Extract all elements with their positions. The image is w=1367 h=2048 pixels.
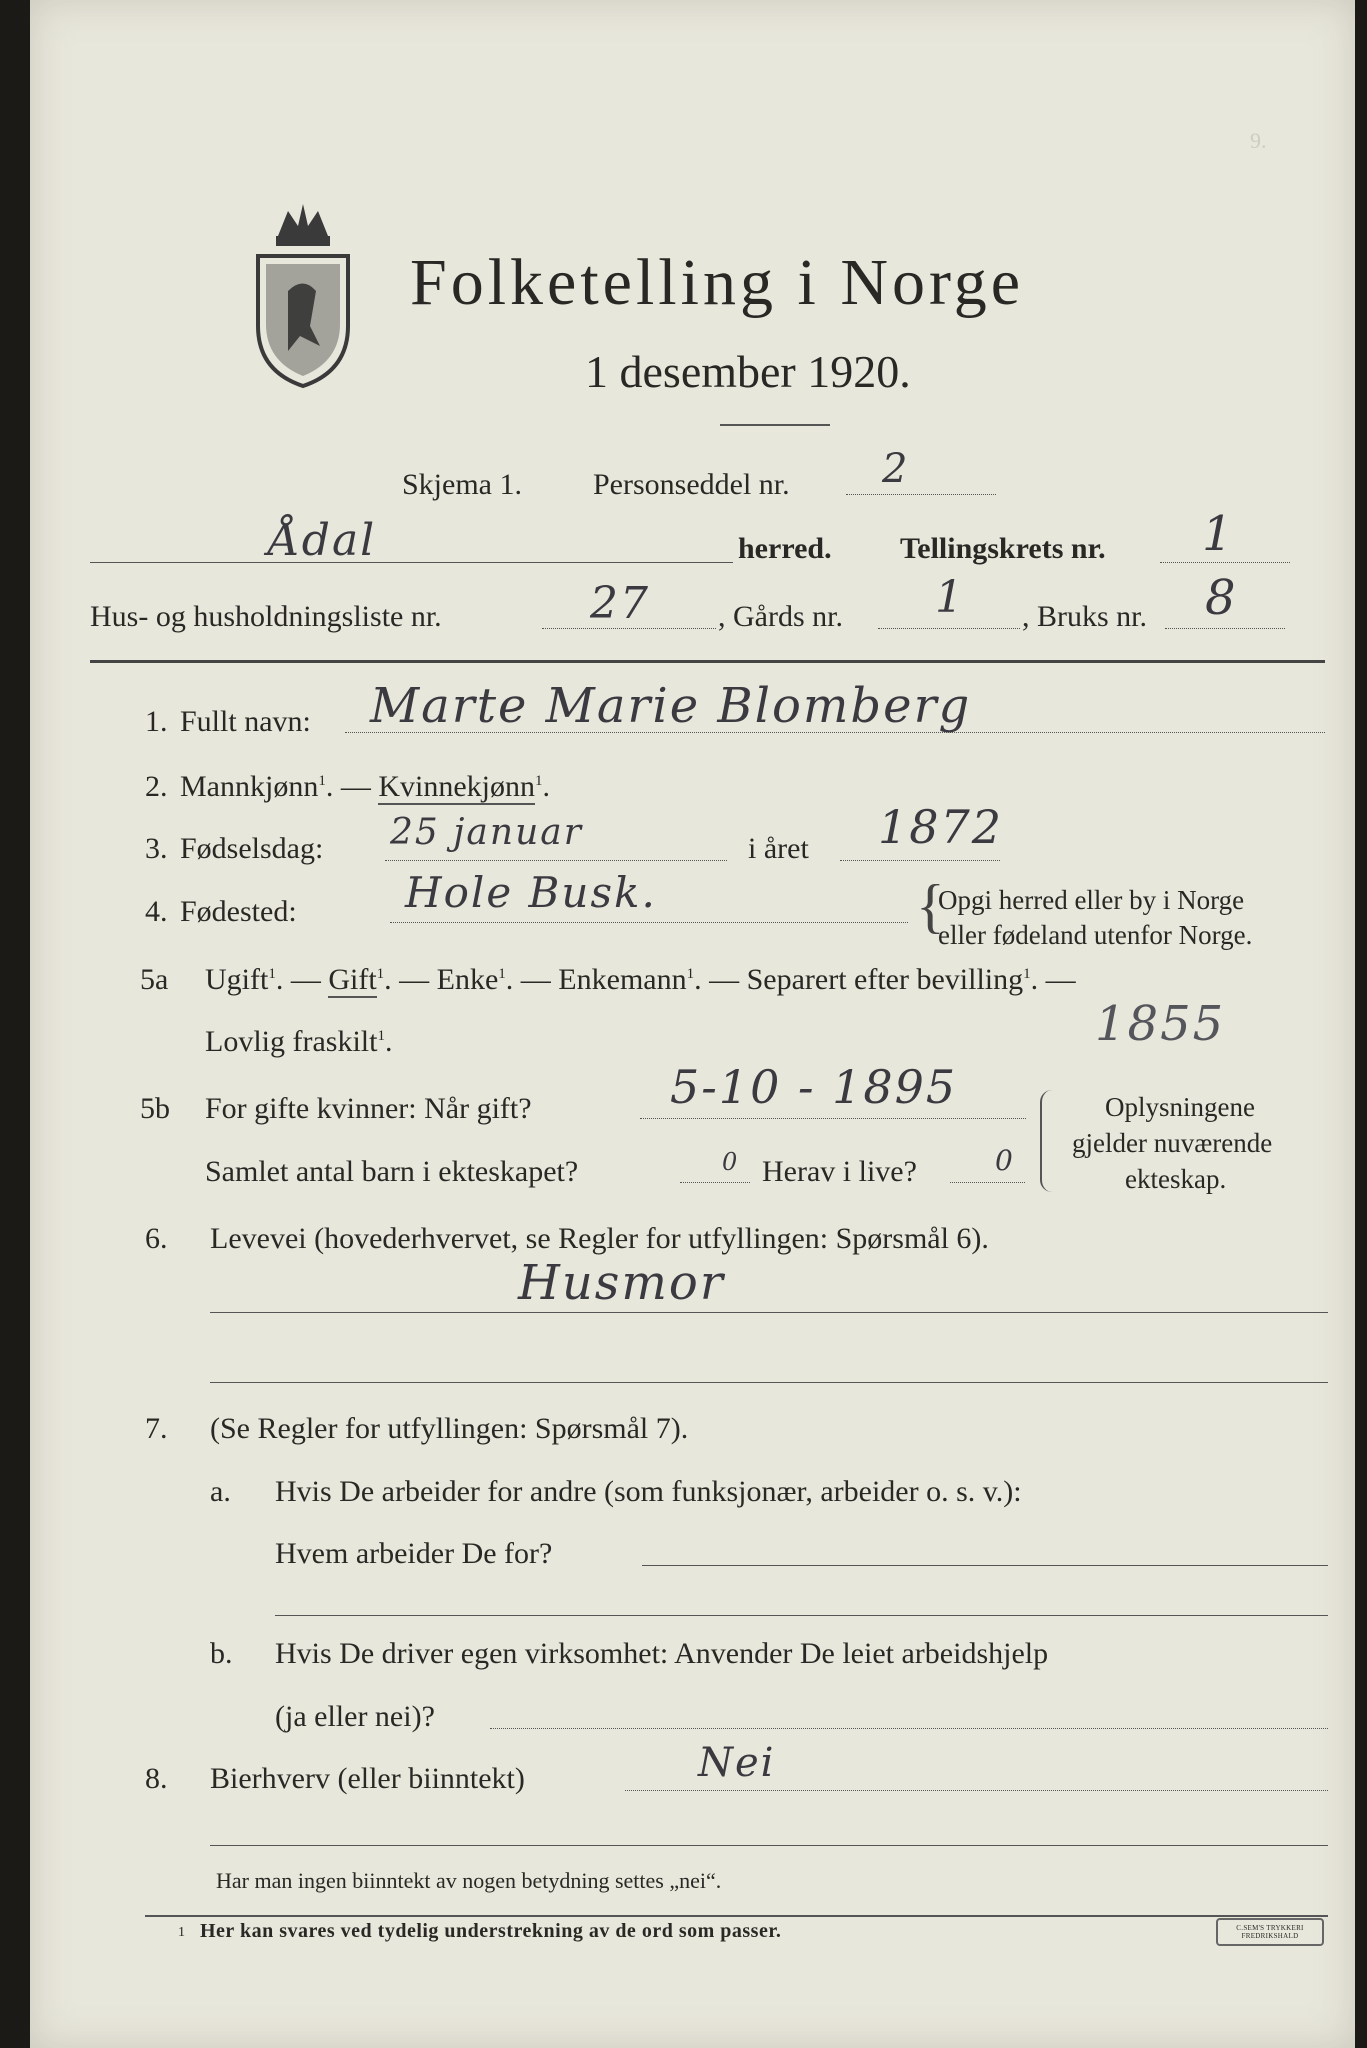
- q8-field-line: [625, 1790, 1328, 1791]
- q4-note-brace: {: [916, 873, 945, 939]
- q7a-field-line-1: [642, 1565, 1328, 1566]
- q2-text: Mannkjønn$^1$. — Kvinnekjønn$^1$.: [180, 770, 550, 803]
- q5b-note-line2: gjelder nuværende: [1072, 1128, 1273, 1158]
- q7a-question: Hvem arbeider De for?: [275, 1537, 553, 1570]
- printer-stamp: [1216, 1918, 1324, 1946]
- q4-value-birthplace[interactable]: Hole Busk.: [405, 868, 657, 917]
- q1-number: 1.: [145, 705, 168, 738]
- q8-label: Bierhverv (eller biinntekt): [210, 1762, 525, 1795]
- q8-value[interactable]: Nei: [698, 1740, 776, 1786]
- bleed-through-text: 9.: [1250, 128, 1267, 153]
- q3-number: 3.: [145, 832, 168, 865]
- q4-number: 4.: [145, 895, 168, 928]
- q2-kvinne-option[interactable]: Kvinnekjønn: [378, 770, 535, 803]
- q2-mann-option[interactable]: Mannkjønn: [180, 770, 319, 803]
- personseddel-value[interactable]: 2: [882, 446, 910, 492]
- footnote: Her kan svares ved tydelig understrekning av de ord som passer.: [200, 1920, 782, 1942]
- q7b-field-line: [490, 1728, 1328, 1729]
- q5b-live-value[interactable]: 0: [995, 1144, 1015, 1177]
- q3-year-field-line: [840, 860, 1000, 861]
- form-title: Folketelling i Norge: [410, 246, 1025, 319]
- q5a-enkemann-option[interactable]: Enkemann: [558, 963, 687, 996]
- printer-stamp-text: C.SEM'S TRYKKERI FREDRIKSHALD: [1236, 1924, 1304, 1940]
- gards-value[interactable]: 1: [935, 572, 965, 623]
- q6-field-line-2: [210, 1382, 1328, 1383]
- footer-note: Har man ingen biinntekt av nogen betydning settes „nei“.: [216, 1868, 722, 1893]
- q5b-note-line3: ekteskap.: [1125, 1164, 1227, 1194]
- tellingskrets-field-line: [1160, 562, 1290, 563]
- q4-note-line2: eller fødeland utenfor Norge.: [938, 920, 1253, 950]
- q5b-field-line: [640, 1118, 1026, 1119]
- personseddel-field-line: [846, 494, 996, 495]
- q5a-enke-option[interactable]: Enke: [436, 963, 499, 996]
- bruks-label: , Bruks nr.: [1022, 600, 1148, 633]
- q7b-question: (ja eller nei)?: [275, 1700, 435, 1733]
- q3-label: Fødselsdag:: [180, 832, 324, 865]
- q5b-number: 5b: [140, 1092, 170, 1125]
- header-divider: [90, 660, 1325, 663]
- q5b-note-line1: Oplysningene: [1105, 1092, 1255, 1122]
- q3-year-label: i året: [748, 832, 809, 865]
- herred-label: herred.: [738, 532, 832, 565]
- q5b-barn-label: Samlet antal barn i ekteskapet?: [205, 1155, 579, 1188]
- q6-number: 6.: [145, 1222, 168, 1255]
- q5a-separert-option[interactable]: Separert efter bevilling: [746, 963, 1024, 996]
- q5a-number: 5a: [140, 963, 169, 996]
- q5b-barn-field-line: [680, 1182, 750, 1183]
- q3-day-field-line: [385, 860, 727, 861]
- form-date: 1 desember 1920.: [585, 346, 911, 397]
- q6-field-line-1: [210, 1312, 1328, 1313]
- skjema-label: Skjema 1.: [402, 468, 522, 501]
- q5b-value-married-date[interactable]: 5-10 - 1895: [670, 1060, 958, 1114]
- q2-number: 2.: [145, 770, 168, 803]
- q6-label: Levevei (hovederhvervet, se Regler for utfyllingen: Spørsmål 6).: [210, 1222, 989, 1255]
- q7a-text: Hvis De arbeider for andre (som funksjonær, arbeider o. s. v.):: [275, 1475, 1022, 1508]
- q7b-text: Hvis De driver egen virksomhet: Anvender De leiet arbeidshjelp: [275, 1637, 1049, 1670]
- q7a-letter: a.: [210, 1475, 231, 1508]
- census-form-page: [30, 0, 1355, 2048]
- q5b-label: For gifte kvinner: Når gift?: [205, 1092, 532, 1125]
- q4-label: Fødested:: [180, 895, 297, 928]
- herred-value[interactable]: Ådal: [268, 515, 377, 566]
- q6-value-occupation[interactable]: Husmor: [518, 1255, 725, 1311]
- q5a-ugift-option[interactable]: Ugift: [205, 963, 269, 996]
- q4-note-line1: Opgi herred eller by i Norge: [938, 885, 1245, 915]
- tellingskrets-label: Tellingskrets nr.: [900, 532, 1106, 565]
- q3-day-value[interactable]: 25 januar: [390, 812, 583, 853]
- norwegian-coat-of-arms-icon: [248, 196, 358, 392]
- bruks-value[interactable]: 8: [1205, 570, 1238, 626]
- q3-year-value[interactable]: 1872: [878, 800, 1004, 854]
- q7-label: (Se Regler for utfyllingen: Spørsmål 7).: [210, 1412, 689, 1445]
- q5b-barn-value[interactable]: 0: [722, 1148, 740, 1176]
- gards-label: , Gårds nr.: [718, 600, 843, 633]
- q5b-live-field-line: [950, 1182, 1025, 1183]
- bruks-field-line: [1165, 628, 1285, 629]
- gards-field-line: [878, 628, 1020, 629]
- q5a-margin-note: 1855: [1095, 996, 1226, 1052]
- husliste-value[interactable]: 27: [590, 578, 650, 629]
- q5a-gift-option[interactable]: Gift: [328, 963, 377, 996]
- q8-field-line-2: [210, 1845, 1328, 1846]
- tellingskrets-value[interactable]: 1: [1202, 506, 1235, 562]
- q5a-lovlig-line: Lovlig fraskilt$^1$.: [205, 1025, 393, 1058]
- q5a-lovlig-option[interactable]: Lovlig fraskilt: [205, 1025, 378, 1058]
- footnote-mark: 1: [178, 1925, 185, 1940]
- q5b-live-label: Herav i live?: [762, 1155, 917, 1188]
- title-divider: [720, 424, 830, 426]
- q1-value-full-name[interactable]: Marte Marie Blomberg: [370, 678, 972, 734]
- q5b-note-brace: [1040, 1090, 1052, 1192]
- q4-field-line: [390, 922, 908, 923]
- q1-label: Fullt navn:: [180, 705, 311, 738]
- q7-number: 7.: [145, 1412, 168, 1445]
- q8-number: 8.: [145, 1762, 168, 1795]
- q7b-letter: b.: [210, 1637, 233, 1670]
- personseddel-label: Personseddel nr.: [593, 468, 790, 501]
- herred-field-line: [90, 562, 733, 563]
- footer-divider: [145, 1915, 1328, 1917]
- husliste-label: Hus- og husholdningsliste nr.: [90, 600, 442, 633]
- q7a-field-line-2: [275, 1615, 1328, 1616]
- q5a-options: Ugift$^1$. — Gift$^1$. — Enke$^1$. — Enkemann$^1$. — Separert efter bevilling$^1$. —: [205, 963, 1076, 996]
